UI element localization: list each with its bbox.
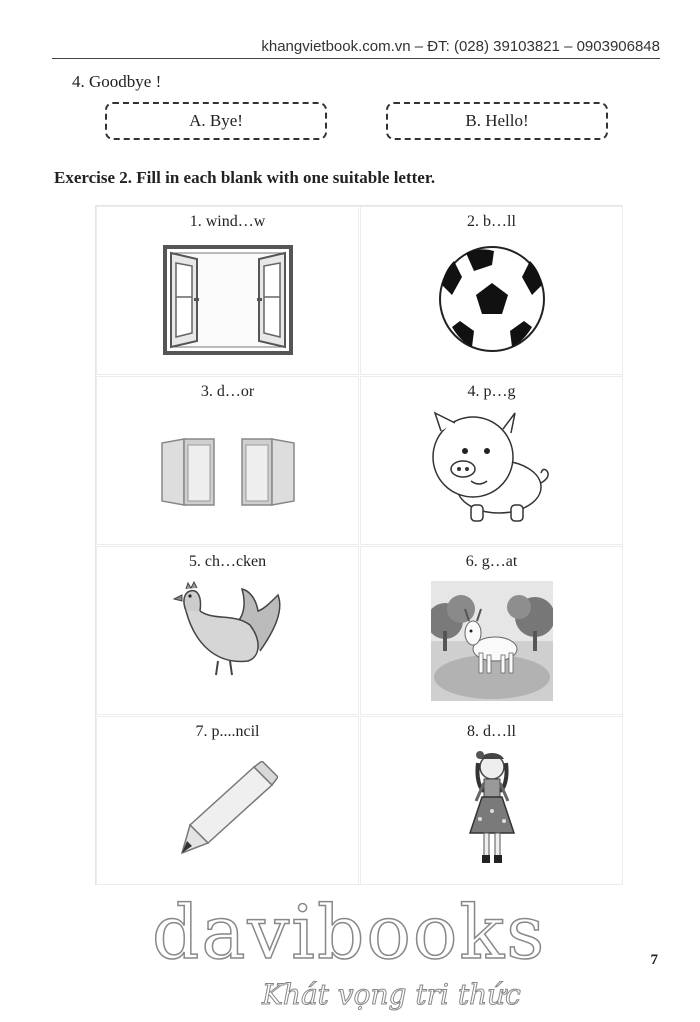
exercise-item-1 [96, 206, 359, 375]
page-number: 7 [650, 952, 658, 968]
item-8-label: 8. d…ll [467, 723, 516, 740]
item-4-label: 4. p…g [467, 383, 516, 400]
item-3-label: 3. d…or [200, 383, 255, 400]
exercise-item-5 [96, 546, 359, 715]
chicken-icon [164, 581, 292, 677]
door-icon [158, 435, 298, 515]
question-4-label: 4. Goodbye ! [72, 72, 162, 91]
item-5-label: 5. ch…cken [188, 553, 267, 570]
exercise-item-6 [360, 546, 623, 715]
exercise-2-title: Exercise 2. Fill in each blank with one suitable letter. [54, 168, 436, 187]
watermark-slogan: Khát vọng tri thức [262, 978, 521, 1011]
goat-icon [431, 581, 553, 701]
option-b-box[interactable] [386, 102, 608, 140]
pencil-icon [178, 761, 278, 857]
exercise-item-3 [96, 376, 359, 545]
option-a-text: A. Bye! [189, 111, 243, 130]
exercise-item-2 [360, 206, 623, 375]
watermark-brand: davibooks [152, 890, 547, 976]
item-7-label: 7. p....ncil [195, 723, 260, 740]
item-6-label: 6. g…at [465, 553, 518, 570]
pig-icon [427, 409, 557, 527]
option-a-box[interactable] [105, 102, 327, 140]
item-1-label: 1. wind…w [189, 213, 266, 230]
doll-icon [462, 749, 522, 869]
exercise-item-8 [360, 716, 623, 885]
ball-icon [436, 243, 548, 355]
item-2-label: 2. b…ll [467, 213, 516, 230]
option-b-text: B. Hello! [465, 111, 529, 130]
exercise-2-grid [95, 205, 623, 885]
exercise-item-7 [96, 716, 359, 885]
publisher-contact: khangvietbook.com.vn – ĐT: (028) 39103821 – 0903906848 [261, 38, 660, 55]
window-icon [163, 245, 293, 355]
exercise-item-4 [360, 376, 623, 545]
header-divider [52, 58, 660, 59]
